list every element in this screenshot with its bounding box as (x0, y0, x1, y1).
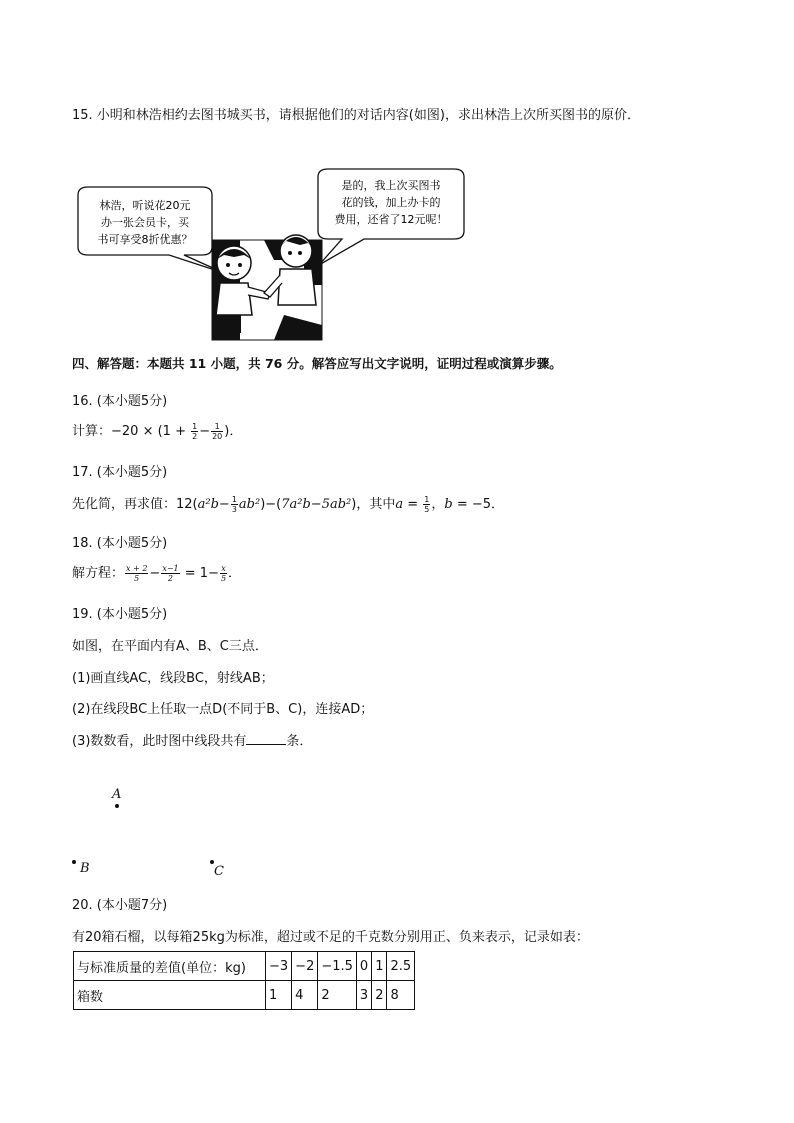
q19-part-1: (1)画直线AC，线段BC，射线AB； (72, 671, 274, 686)
bubble-left-line-3: 书可享受8折优惠？ (97, 233, 193, 246)
q19-part-2: (2)在线段BC上任取一点D(不同于B、C)，连接AD； (72, 702, 374, 717)
bubble-right-line-2: 花的钱，加上办卡的 (341, 196, 441, 209)
point-b (72, 860, 76, 864)
fraction-1-3: $\frac{1}{3}$ (231, 495, 237, 514)
point-label-c: C (214, 864, 224, 879)
bubble-right-line-3: 费用，还省了12元呢！ (334, 213, 448, 226)
q19-intro: 如图，在平面内有A、B、C三点． (72, 639, 268, 654)
table-cell: 2 (318, 981, 357, 1010)
bubble-left-line-1: 林浩，听说花20元 (99, 199, 191, 212)
table-cell: 箱数 (74, 981, 266, 1010)
section-4-header: 四、解答题：本题共 11 小题，共 76 分。解答应写出文字说明，证明过程或演算步骤。 (72, 356, 562, 371)
q18-heading: 18. (本小题5分) (72, 536, 168, 551)
point-label-a: A (112, 787, 122, 802)
table-row (74, 952, 415, 981)
table-cell: −1.5 (318, 952, 357, 981)
table-row (74, 981, 415, 1010)
q17-heading: 17. (本小题5分) (72, 465, 168, 480)
table-cell: 2 (372, 981, 387, 1010)
bubble-left-line-2: 办一张会员卡，买 (101, 216, 189, 229)
q16-expression: 计算：−20 × (1 + $\frac{1}{2}$ − $\frac{1}{20}$ )． (72, 422, 243, 441)
q16-heading: 16. (本小题5分) (72, 394, 168, 409)
record-table (73, 951, 415, 1010)
table-cell: 8 (387, 981, 415, 1010)
fraction-1-2: $\frac{1}{2}$ (192, 422, 198, 441)
point-label-b: B (80, 861, 90, 876)
fraction-1-5: $\frac{1}{5}$ (424, 495, 430, 514)
table-cell: 4 (292, 981, 318, 1010)
q15-text: 15. 小明和林浩相约去图书城买书，请根据他们的对话内容(如图)，求出林浩上次所买图书的原价． (72, 108, 640, 123)
bubble-right-line-1: 是的，我上次买图书 (341, 179, 441, 192)
table-cell: 2.5 (387, 952, 415, 981)
table-cell: −2 (292, 952, 318, 981)
q18-equation: 解方程： $\frac{x + 2}{5}$ − $\frac{x-1}{2}$ = 1− $\frac{x}{5}$ ． (72, 564, 242, 583)
fraction-x-over-5: $\frac{x}{5}$ (220, 564, 227, 583)
table-cell: 1 (372, 952, 387, 981)
q20-heading: 20. (本小题7分) (72, 898, 168, 913)
fraction-x-plus-2-over-5: $\frac{x + 2}{5}$ (126, 564, 148, 583)
fraction-1-20: $\frac{1}{20}$ (212, 422, 223, 441)
dialogue-illustration (74, 165, 474, 345)
table-cell: 与标准质量的差值(单位：kg) (74, 952, 266, 981)
table-cell: 1 (266, 981, 292, 1010)
table-cell: 3 (356, 981, 371, 1010)
children-drawing (212, 235, 322, 340)
table-cell: 0 (356, 952, 371, 981)
q17-expression: 先化简，再求值：12(a²b− $\frac{1}{3}$ ab²)−(7a²b−5ab²)，其中a = $\frac{1}{5}$ ，b = −5． (72, 495, 505, 514)
answer-blank (246, 732, 286, 745)
table-cell: −3 (266, 952, 292, 981)
q20-intro: 有20箱石榴，以每箱25kg为标准，超过或不足的千克数分别用正、负来表示，记录如表： (72, 930, 589, 945)
point-a (115, 804, 119, 808)
fraction-x-minus-1-over-2: $\frac{x-1}{2}$ (162, 564, 179, 583)
q19-heading: 19. (本小题5分) (72, 607, 168, 622)
q19-part-3: (3)数数看，此时图中线段共有 条． (72, 734, 313, 749)
